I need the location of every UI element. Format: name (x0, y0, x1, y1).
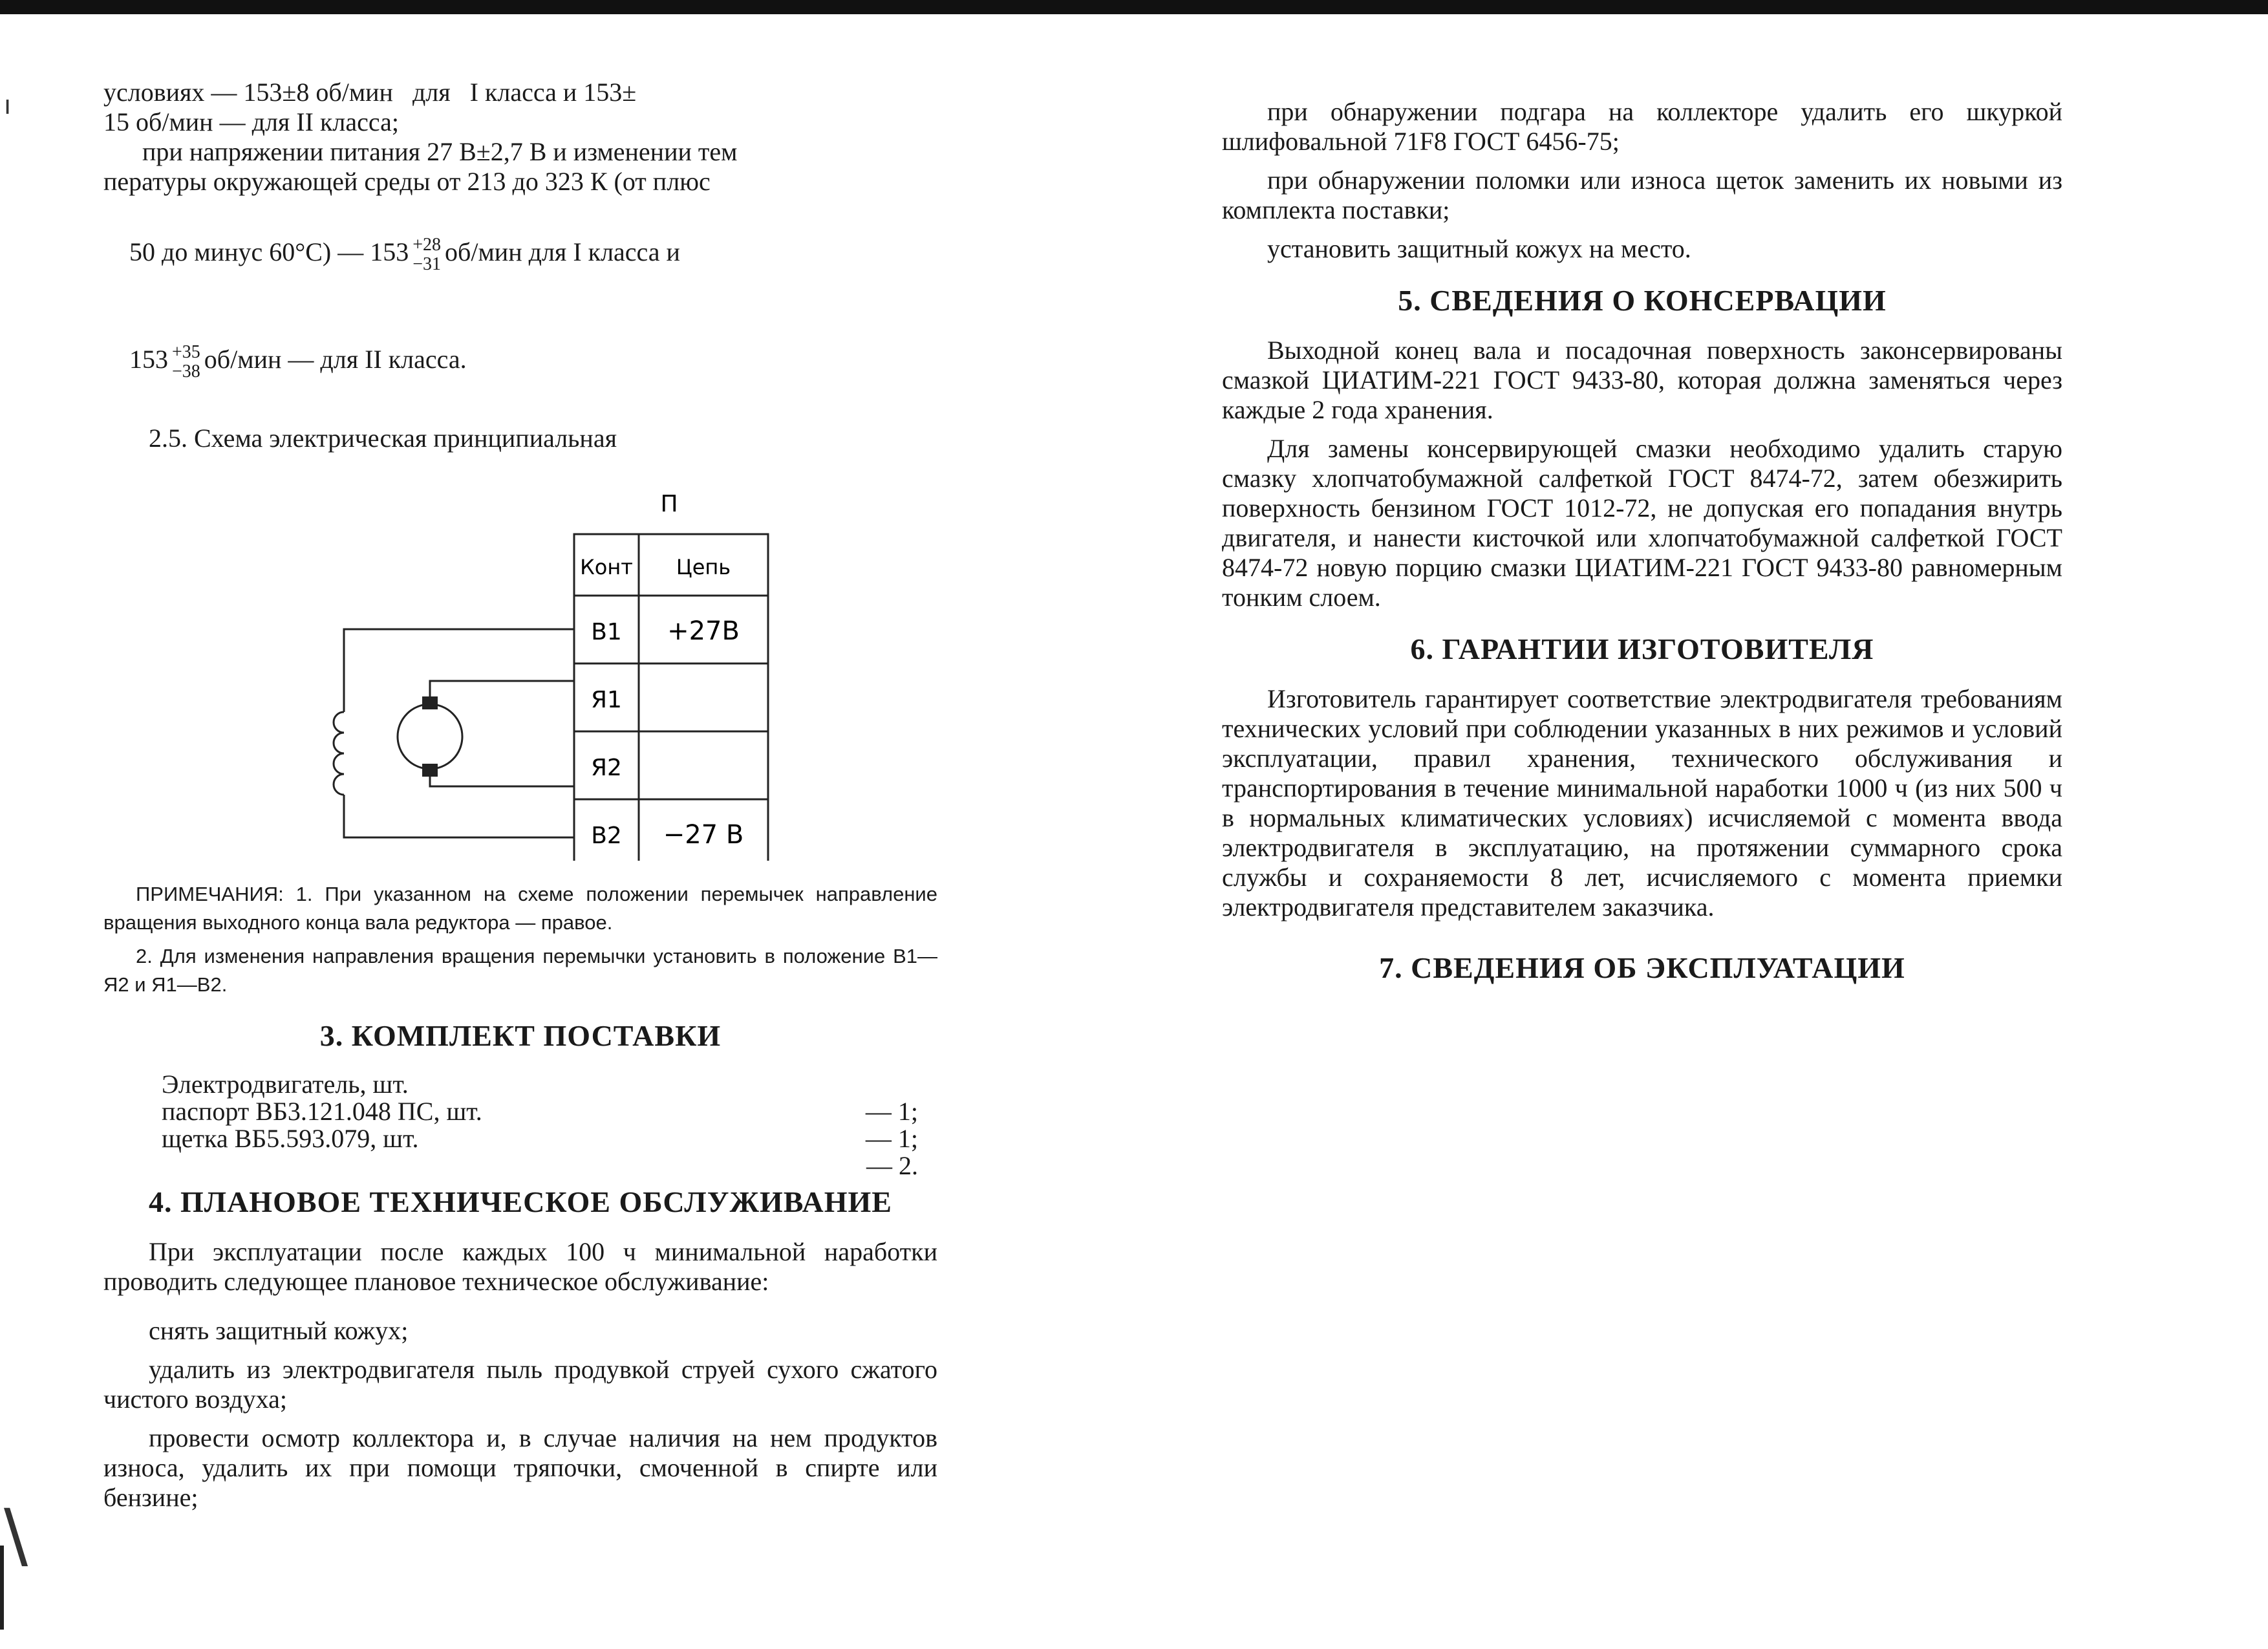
left-page (103, 78, 937, 1522)
delivery-kit-list (103, 1071, 937, 1180)
note-1: ПРИМЕЧАНИЯ: 1. При указанном на схеме положении перемычек направление вращения выходного конца вала редуктора — правое. (103, 883, 937, 934)
scan-edge-mark-top: ı (4, 91, 12, 120)
diagram-notes (103, 880, 937, 999)
brush-bottom (422, 764, 438, 777)
kit-item-name: Электродвигатель, шт. (162, 1070, 409, 1099)
section-6-title: 6. ГАРАНТИИ ИЗГОТОВИТЕЛЯ (1410, 632, 1874, 665)
contact-ya2: Я2 (591, 755, 622, 781)
spec-line-5 (103, 206, 937, 304)
scan-edge-mark-bottom: \ (4, 1494, 28, 1577)
header-circuit: Цепь (676, 555, 731, 579)
spec-line-5-text-b: об/мин для I класса и (445, 237, 680, 267)
maintenance-step-3: провести осмотр коллектора и, в случае наличия на нем продуктов износа, удалить их при помощи тряпочки, смоченной в спирте или бензине; (103, 1423, 937, 1512)
electrical-schematic (103, 460, 815, 861)
tolerance-upper: +35 (172, 342, 200, 362)
wire-b2 (344, 795, 556, 837)
section-5-paragraph-1: Выходной конец вала и посадочная поверхность законсервированы смазкой ЦИАТИМ-221 ГОСТ 9433-80, которая должна заменяться через каждые 2 года хранения. (1222, 336, 2062, 424)
header-contact: Конт (580, 555, 633, 579)
contact-b1: В1 (591, 619, 622, 645)
motor-armature-symbol (398, 704, 462, 769)
wiring (334, 629, 574, 837)
wire-b1 (344, 629, 556, 712)
maintenance-step-5: при обнаружении поломки или износа щеток заменить их новыми из комплекта поставки; (1222, 166, 2062, 224)
section-7-title: 7. СВЕДЕНИЯ ОБ ЭКСПЛУАТАЦИИ (1379, 951, 1905, 984)
kit-item (162, 1098, 925, 1125)
section-4-intro: При эксплуатации после каждых 100 ч минимальной наработки проводить следующее плановое техническое обслуживание: (103, 1237, 937, 1296)
kit-item-qty: — 1; (865, 1097, 918, 1126)
spec-line-6 (103, 313, 937, 411)
kit-item-qty: — 1; (865, 1124, 918, 1153)
contact-b2: В2 (591, 823, 622, 849)
diagram-title: 2.5. Схема электрическая принципиальная (149, 424, 617, 453)
circuit-b1: +27В (667, 616, 740, 646)
section-4-title: 4. ПЛАНОВОЕ ТЕХНИЧЕСКОЕ ОБСЛУЖИВАНИЕ (149, 1185, 892, 1218)
spec-line-4: пературы окружающей среды от 213 до 323 К (от плюс (103, 167, 711, 196)
wire-ya1 (430, 681, 556, 698)
kit-item-qty: — 2. (866, 1151, 918, 1180)
kit-item (162, 1071, 925, 1098)
spec-line-5-text-a: 50 до минус 60°С) — 153 (129, 237, 409, 267)
scan-edge-line (0, 1546, 4, 1630)
note-2: 2. Для изменения направления вращения перемычки установить в положение В1—Я2 и Я1—В2. (103, 945, 937, 996)
tolerance-lower: −38 (172, 361, 200, 382)
spec-line-6-text-b: об/мин — для II класса. (204, 345, 467, 374)
tolerance-upper: +28 (412, 235, 442, 255)
circuit-b2: −27 В (663, 820, 744, 850)
kit-item (162, 1152, 925, 1180)
spec-line-2: 15 об/мин — для II класса; (103, 107, 399, 136)
wire-ya2 (430, 775, 556, 786)
kit-item (162, 1125, 925, 1152)
brush-top (422, 696, 438, 709)
spec-line-1: условиях — 153±8 об/мин для I класса и 153± (103, 78, 637, 107)
tolerance-fraction-2 (172, 343, 200, 382)
section-6-paragraph: Изготовитель гарантирует соответствие электродвигателя требованиям технических условий при соблюдении указанных в них режимов и условий эксплуатации, правил хранения, технического обслуживания и транспортирования в течение минимальной наработки 1000 ч (из них 500 ч в нормальных климатических условиях) исчисляемой с момента ввода электродвигателя в эксплуатацию, на протяжении суммарного срока службы и сохраняемости 8 лет, исчисляемого с момента приемки электродвигателя представителем заказчика. (1222, 684, 2062, 921)
spec-line-6-text-a: 153 (129, 345, 168, 374)
kit-item-name: паспорт ВБ3.121.048 ПС, шт. (162, 1097, 482, 1126)
spec-line-3: при напряжении питания 27 В±2,7 В и изменении тем (142, 137, 738, 166)
tolerance-lower: −31 (412, 254, 442, 274)
jumper-ya2-b2 (556, 786, 574, 837)
maintenance-step-1: снять защитный кожух; (149, 1316, 409, 1345)
section-3-title: 3. КОМПЛЕКТ ПОСТАВКИ (319, 1019, 722, 1052)
maintenance-step-4: при обнаружении подгара на коллекторе удалить его шкуркой шлифовальной 71F8 ГОСТ 6456-75; (1222, 97, 2062, 156)
section-5-paragraph-2: Для замены консервирующей смазки необходимо удалить старую смазку хлопчатобумажной салфеткой ГОСТ 8474-72, затем обезжирить поверхность бензином ГОСТ 1012-72, не допуская его попадания внутрь двигателя, и нанести кисточкой или хлопчатобумажной салфеткой ГОСТ 8474-72 новую порцию смазки ЦИАТИМ-221 ГОСТ 9433-80 равномерным тонким слоем. (1222, 434, 2062, 612)
field-winding-coil (334, 712, 344, 795)
jumper-b1-ya1 (556, 629, 574, 681)
contact-ya1: Я1 (591, 687, 622, 713)
tolerance-fraction-1 (412, 235, 441, 274)
scan-top-border (0, 0, 2268, 14)
maintenance-step-6: установить защитный кожух на место. (1267, 234, 1691, 263)
kit-item-name: щетка ВБ5.593.079, шт. (162, 1124, 419, 1153)
right-page (1222, 97, 2062, 1003)
maintenance-step-2: удалить из электродвигателя пыль продувкой струей сухого сжатого чистого воздуха; (103, 1355, 937, 1414)
connector-label: П (660, 491, 678, 517)
section-5-title: 5. СВЕДЕНИЯ О КОНСЕРВАЦИИ (1398, 284, 1887, 317)
